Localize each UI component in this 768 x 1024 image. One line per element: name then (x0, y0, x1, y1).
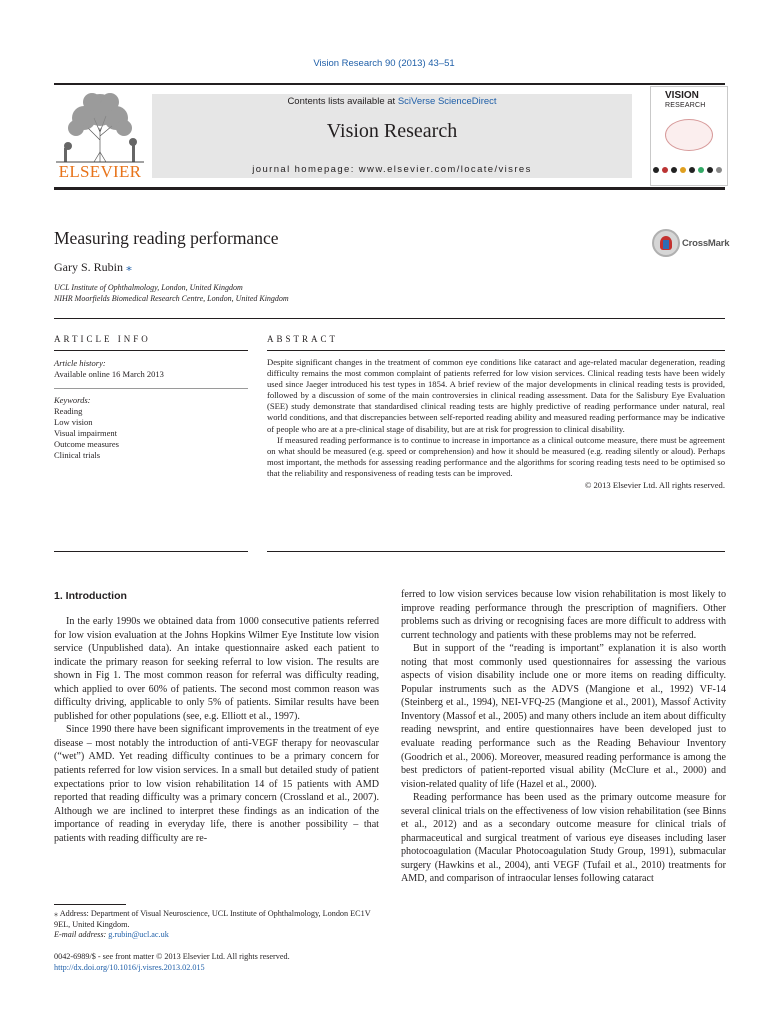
footnote-rule (54, 904, 126, 905)
journal-homepage[interactable]: journal homepage: www.elsevier.com/locate/visres (252, 164, 532, 175)
affiliation-1: UCL Institute of Ophthalmology, London, United Kingdom (54, 283, 243, 292)
crossmark-badge[interactable] (652, 229, 732, 261)
email-link[interactable]: g.rubin@ucl.ac.uk (108, 930, 169, 939)
masthead-top-rule (54, 83, 725, 85)
abstract-rule (267, 350, 725, 351)
abstract-paragraph: If measured reading performance is to continue to increase in importance as a clinical outcome measure, there must be agreement on what should be measured (e.g. speed or comprehension) and how it should be measured (e.g. reading silently or aloud). Perhaps most important, the methods for assessing reading performance and the algorithms for scoring reading tests need to be optimised so that the reliability and responsiveness of reading tests can be improved. (267, 434, 725, 478)
keyword-item: Clinical trials (54, 450, 101, 460)
article-history-label: Article history: (54, 358, 106, 368)
crossmark-icon (652, 229, 680, 257)
article-history-value: Available online 16 March 2013 (54, 369, 164, 379)
cover-title-main: VISION (665, 90, 699, 101)
affiliation-2: NIHR Moorfields Biomedical Research Centre, London, United Kingdom (54, 294, 289, 303)
info-bottom-rule (54, 551, 248, 552)
keyword-item: Reading (54, 406, 83, 416)
email-footnote (54, 930, 384, 941)
crossmark-label: CrossMark (682, 238, 730, 249)
abstract-bottom-rule (267, 551, 725, 552)
cover-dots-icon (653, 167, 725, 173)
abstract-heading: ABSTRACT (267, 334, 339, 344)
body-paragraph: In the early 1990s we obtained data from 1000 consecutive patients referred for low vision evaluation at the Johns Hopkins Wilmer Eye Institute low vision service (Unpublished data). An intake questionnaire asked each patient to indicate the primary reason for seeking referral to low vision. The results are shown in Fig 1. The most common reason for referral was difficulty reading, which applied to over 60% of patients. The second most common reason was difficulty driving, applicable to only 5% of patients. Similar results have been published for other populations (see, e.g. Elliott et al., 1997). (54, 616, 379, 722)
body-paragraph: Reading performance has been used as the primary outcome measure for several clinical trials on the effectiveness of low vision rehabilitation (see Binns et al., 2012) and as a secondary outcome measure for clinical trials of pharmaceutical and surgical treatment of various eye diseases including laser photocoagulation (Macular Photocoagulation Study Group, 1991), submacular surgery (Hawkins et al., 2004), anti VEGF (Tufail et al., 2010) treatments for AMD, and comparison of intraocular lenses following cataract (401, 792, 726, 885)
abstract-paragraph: Despite significant changes in the treatment of common eye conditions like cataract and age-related macular degeneration, reading difficulty remains the most common complaint of patients referred for low vision services. Clinical reading tests have been widely used since Jaeger introduced his test types in 1854. A brief review of the major developments in clinical reading tests is provided, followed by a discussion of some of the main controversies in clinical reading assessment. Data for the Salisbury Eye Evaluation (SEE) study demonstrate that standardised clinical reading tests are highly predictive of reading performance under natural, real world conditions, and that discrepancies between self-reported reading ability and measured reading performance may be indicative of people who are at a pre-clinical stage of disability, but are at risk for progression to clinical disability. (267, 357, 725, 434)
article-info-heading: ARTICLE INFO (54, 334, 151, 344)
body-paragraph: ferred to low vision services because low vision rehabilitation is most likely to improve reading performance through the prescription of magnifiers. Other problems such as driving or recognising faces are more difficult to address with current technology and patients with these problems may not be referred. (401, 589, 726, 641)
journal-citation[interactable]: Vision Research 90 (2013) 43–51 (313, 58, 455, 69)
tree-logo-icon (54, 88, 146, 164)
sciencedirect-link[interactable]: SciVerse ScienceDirect (397, 96, 497, 107)
cover-title (665, 91, 706, 110)
publisher-name: ELSEVIER (58, 162, 142, 181)
keyword-item: Outcome measures (54, 439, 119, 449)
info-inner-rule (54, 388, 248, 389)
author-line (54, 260, 132, 275)
journal-cover-thumbnail[interactable] (650, 86, 728, 186)
abstract-copyright: © 2013 Elsevier Ltd. All rights reserved. (584, 480, 725, 491)
masthead-banner (152, 94, 632, 178)
section-heading-introduction: 1. Introduction (54, 590, 127, 602)
front-matter-line: 0042-6989/$ - see front matter © 2013 Elsevier Ltd. All rights reserved. (54, 952, 290, 961)
contents-line (152, 96, 632, 107)
author-address-footnote: ⁎ Address: Department of Visual Neuroscience, UCL Institute of Ophthalmology, London EC1V 9EL, United Kingdom. (54, 909, 371, 929)
article-title: Measuring reading performance (54, 228, 279, 248)
body-paragraph: But in support of the “reading is important” explanation it is also worth noting that most commonly used questionnaires for assessing the various aspects of vision disability include one or more items on reading difficulty. Popular instruments such as the ADVS (Mangione et al., 1992) VF-14 (Steinberg et al., 1994), NEI-VFQ-25 (Mangione et al., 2001), Massof Activity Inventory (Massof et al., 2005) and many others include an item about difficulty reading newsprint, and entire questionnaires have been developed just to evaluate reading performance such as the Reading Behaviour Inventory (Goodrich et al., 2006). Moreover, measured reading performance is among the best predictors of patient-reported visual ability (McClure et al., 2000) and vision-related quality of life (Hazel et al., 2000). (401, 643, 726, 790)
contents-prefix: Contents lists available at (287, 96, 398, 107)
masthead-bottom-rule (54, 187, 725, 190)
cover-artwork (665, 119, 713, 151)
body-paragraph: Since 1990 there have been significant improvements in the treatment of eye disease – most notably the introduction of anti-VEGF therapy for neovascular (“wet”) AMD. Yet reading difficulty continues to be a primary concern for patients referred for low vision services. In a small but detailed study of patient expectations prior to low vision rehabilitation 14 of 15 patients with AMD reported that reading difficulty was a primary concern (Crossland et al., 2007). Although we are inclined to interpret these findings as an indication of the importance of reading in everyday life, there is another possibility – that patients with reading difficulty are re- (54, 724, 379, 844)
author-name[interactable]: Gary S. Rubin (54, 260, 123, 274)
journal-name: Vision Research (326, 120, 458, 142)
email-label: E-mail address: (54, 930, 109, 939)
author-footnote-mark[interactable]: ⁎ (126, 260, 132, 274)
info-rule (54, 350, 248, 351)
keyword-item: Low vision (54, 417, 93, 427)
elsevier-logo[interactable] (54, 88, 146, 184)
doi-link[interactable]: http://dx.doi.org/10.1016/j.visres.2013.02.015 (54, 963, 205, 972)
abstract-body (267, 357, 725, 491)
body-column-left (54, 615, 379, 845)
keyword-item: Visual impairment (54, 428, 117, 438)
title-divider (54, 318, 725, 319)
keywords-label: Keywords: (54, 395, 91, 405)
cover-title-sub: RESEARCH (665, 102, 706, 109)
body-column-right (401, 588, 726, 886)
